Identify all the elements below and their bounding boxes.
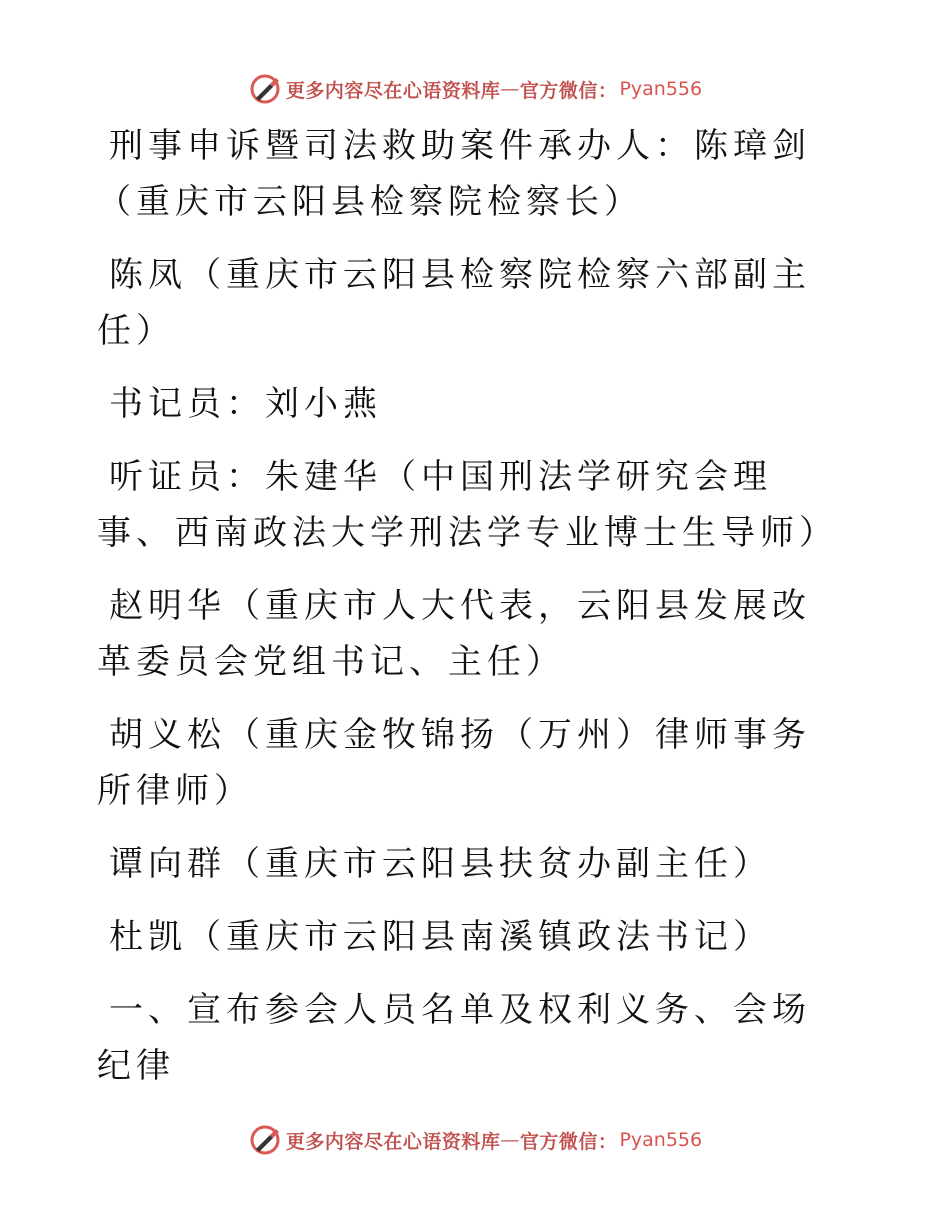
pen-logo-icon — [248, 1123, 282, 1157]
watermark-footer — [0, 1123, 950, 1157]
paragraph-text: 谭向群（重庆市云阳县扶贫办副主任） — [109, 844, 772, 884]
watermark-contact: Pyan556 — [619, 78, 703, 100]
paragraph-hearing-member-2 — [97, 578, 837, 690]
paragraph-text: 杜凯（重庆市云阳县南溪镇政法书记） — [109, 917, 772, 957]
paragraph-text: 书记员：刘小燕 — [109, 384, 382, 424]
paragraph-hearing-member-4 — [97, 836, 837, 892]
watermark-official-label: 官方微信： — [519, 1130, 618, 1153]
watermark-official-label: 官方微信： — [519, 79, 618, 102]
paragraph-text: 赵明华（重庆市人大代表，云阳县发展改革委员会党组书记、主任） — [97, 586, 811, 682]
paragraph-text: 胡义松（重庆金牧锦扬（万州）律师事务所律师） — [97, 715, 811, 811]
pen-logo-icon — [248, 72, 282, 106]
watermark-text: 更多内容尽在心语资料库 — [285, 79, 501, 102]
paragraph-clerk — [97, 376, 837, 432]
paragraph-section-heading — [97, 982, 837, 1094]
watermark-dash: — — [500, 78, 520, 100]
watermark-text: 更多内容尽在心语资料库 — [285, 1130, 501, 1153]
paragraph-text: 刑事申诉暨司法救助案件承办人：陈璋剑（重庆市云阳县检察院检察长） — [97, 126, 811, 222]
paragraph-hearing-member-5 — [97, 909, 837, 965]
paragraph-hearing-member-3 — [97, 707, 837, 819]
paragraph-text: 一、宣布参会人员名单及权利义务、会场纪律 — [97, 990, 811, 1086]
paragraph-handler — [97, 118, 837, 230]
paragraph-handler-2 — [97, 247, 837, 359]
document-body — [97, 118, 837, 1111]
watermark-dash: — — [500, 1129, 520, 1151]
paragraph-text: 陈凤（重庆市云阳县检察院检察六部副主任） — [97, 255, 811, 351]
paragraph-hearing-member-1 — [97, 449, 837, 561]
watermark-header — [0, 72, 950, 106]
watermark-contact: Pyan556 — [619, 1129, 703, 1151]
paragraph-text: 听证员：朱建华（中国刑法学研究会理事、西南政法大学刑法学专业博士生导师） — [97, 457, 838, 553]
